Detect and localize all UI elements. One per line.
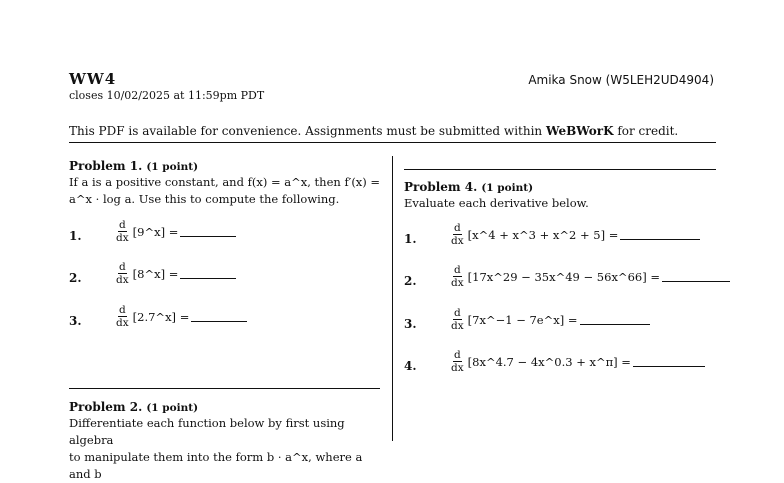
problem1-text-line2: a^x · log a. Use this to compute the following. <box>69 192 340 206</box>
problem4-item2-number: 2. <box>404 274 417 288</box>
problem1-item2-expr: [8^x] = <box>132 266 179 281</box>
problem1-item1-number: 1. <box>69 229 82 243</box>
problem2-text-line1: Differentiate each function below by first using algebra <box>69 416 345 447</box>
problem4-item4 <box>451 349 705 374</box>
student-name: Amika Snow (W5LEH2UD4904) <box>528 73 714 87</box>
problem2-top-rule <box>69 388 380 389</box>
problem1-points: (1 point) <box>146 161 199 173</box>
problem1-statement <box>69 174 384 208</box>
header-divider <box>69 142 716 143</box>
problem1-item3-number: 3. <box>69 314 82 328</box>
problem4-top-rule <box>404 169 716 170</box>
problem4-title <box>404 180 533 194</box>
problem1-item1-answer-field[interactable] <box>180 226 236 237</box>
problem1-number: Problem 1. <box>69 159 143 173</box>
problem4-number: Problem 4. <box>404 180 478 194</box>
derivative-operator: $\frac{d}{dx}$ <box>116 261 129 286</box>
problem2-text-line2: to manipulate them into the form b · a^x, where a and b <box>69 450 363 481</box>
problem4-item3-answer-field[interactable] <box>580 314 650 325</box>
problem2-points: (1 point) <box>146 402 199 414</box>
derivative-operator: $\frac{d}{dx}$ <box>451 264 464 289</box>
problem2-statement <box>69 415 384 483</box>
problem1-item1-expr: [9^x] = <box>132 224 179 239</box>
problem2-number: Problem 2. <box>69 400 143 414</box>
problem1-item3 <box>116 304 247 329</box>
notice-brand: WeBWorK <box>545 124 614 138</box>
problem2-title <box>69 400 198 414</box>
problem4-item3 <box>451 307 650 332</box>
problem1-item3-expr: [2.7^x] = <box>132 309 190 324</box>
problem4-points: (1 point) <box>481 182 534 194</box>
derivative-operator: $\frac{d}{dx}$ <box>451 307 464 332</box>
problem4-item4-expr: [8x^4.7 − 4x^0.3 + x^π] = <box>467 354 631 369</box>
derivative-operator: $\frac{d}{dx}$ <box>116 304 129 329</box>
derivative-operator: $\frac{d}{dx}$ <box>451 349 464 374</box>
problem4-item2-expr: [17x^29 − 35x^49 − 56x^66] = <box>467 269 660 284</box>
problem1-title <box>69 159 198 173</box>
problem4-item2-answer-field[interactable] <box>662 271 730 282</box>
derivative-operator: $\frac{d}{dx}$ <box>116 219 129 244</box>
problem4-item3-number: 3. <box>404 317 417 331</box>
problem4-item1-number: 1. <box>404 232 417 246</box>
problem1-text-line1: If a is a positive constant, and f(x) = a^x, then f′(x) = <box>69 175 381 189</box>
notice-after: for credit. <box>613 124 679 138</box>
problem1-item3-answer-field[interactable] <box>191 311 247 322</box>
due-date: closes 10/02/2025 at 11:59pm PDT <box>69 89 265 102</box>
problem4-statement: Evaluate each derivative below. <box>404 196 589 210</box>
problem1-item2-answer-field[interactable] <box>180 268 236 279</box>
problem4-item4-number: 4. <box>404 359 417 373</box>
notice-before: This PDF is available for convenience. Assignments must be submitted within <box>69 124 546 138</box>
column-divider <box>392 156 393 441</box>
derivative-operator: $\frac{d}{dx}$ <box>451 222 464 247</box>
notice-text <box>69 124 678 138</box>
assignment-title: WW4 <box>69 70 117 88</box>
problem4-item1 <box>451 222 700 247</box>
problem4-item4-answer-field[interactable] <box>633 356 705 367</box>
problem4-item1-answer-field[interactable] <box>620 229 700 240</box>
problem1-item2-number: 2. <box>69 271 82 285</box>
problem4-item2 <box>451 264 730 289</box>
problem4-item3-expr: [7x^−1 − 7e^x] = <box>467 312 578 327</box>
problem1-item2 <box>116 261 236 286</box>
problem4-item1-expr: [x^4 + x^3 + x^2 + 5] = <box>467 227 619 242</box>
problem1-item1 <box>116 219 236 244</box>
